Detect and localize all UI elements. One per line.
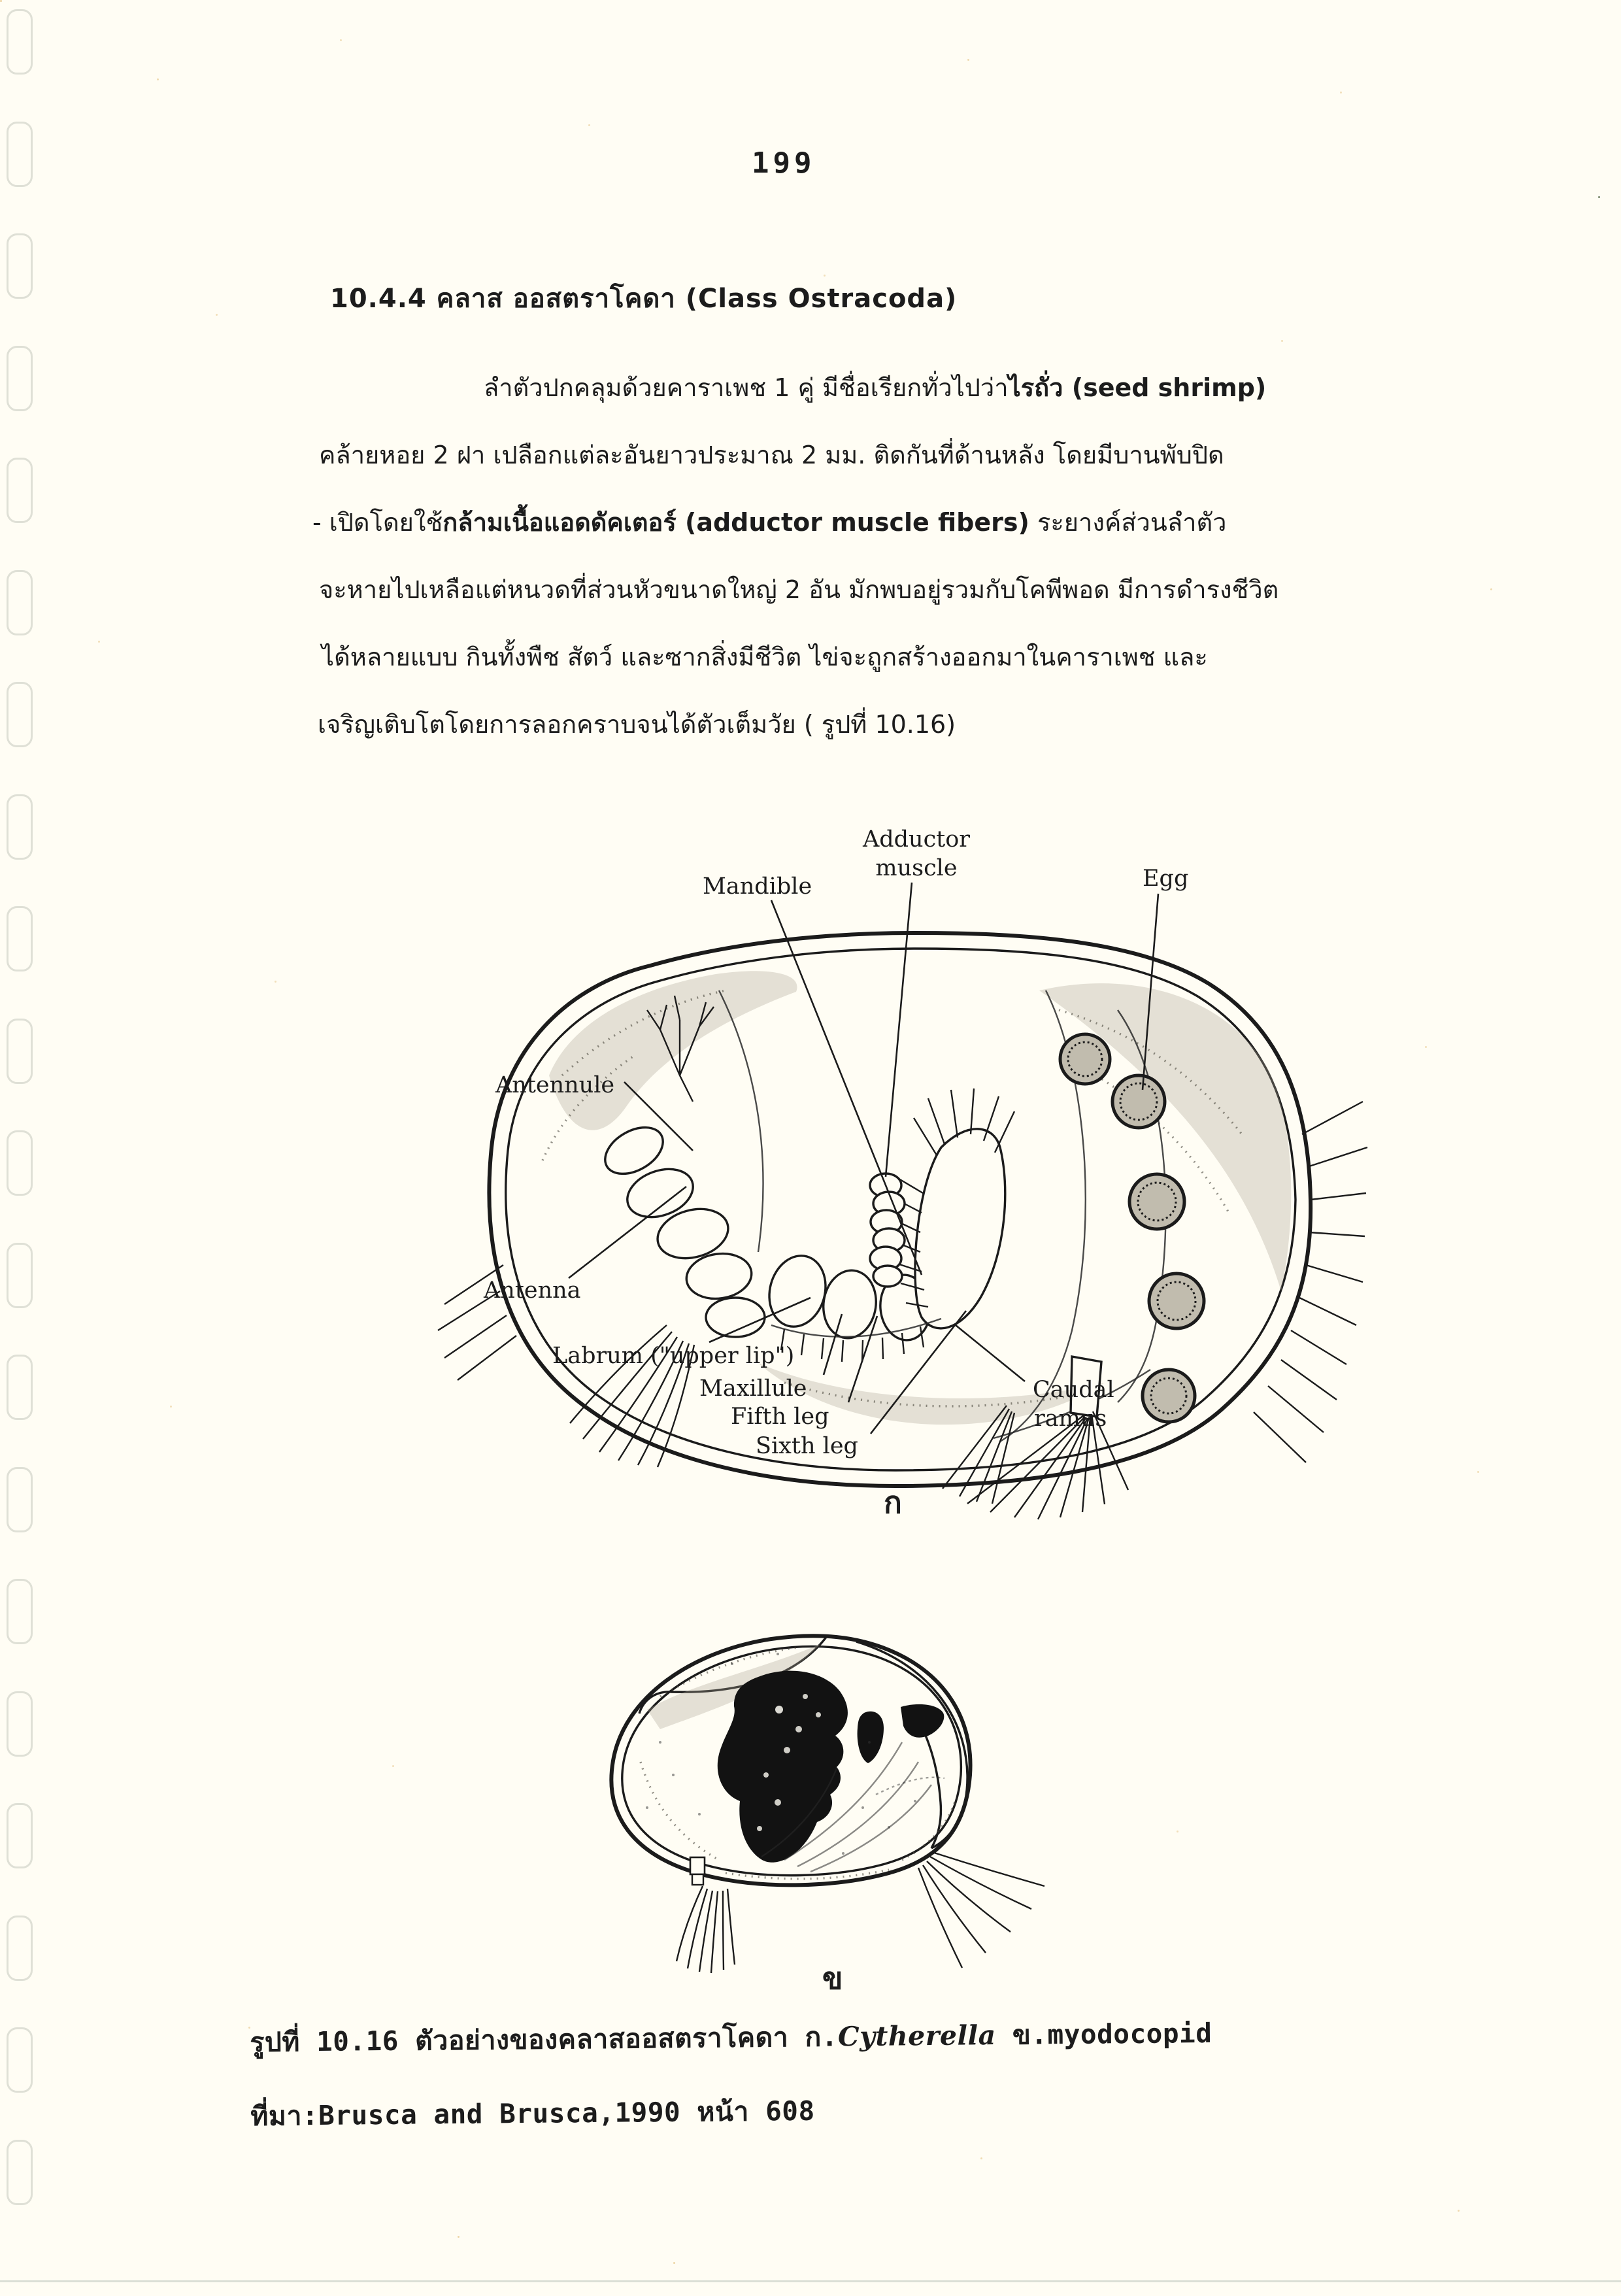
binding-hole [7, 794, 33, 860]
label-antennule: Antennule [495, 1072, 615, 1098]
figure-caption [250, 2011, 1362, 2138]
binding-hole [7, 1355, 33, 1420]
binding-hole [7, 1691, 33, 1757]
binding-hole [7, 2027, 33, 2093]
stipple [641, 1762, 719, 1860]
binding-hole [7, 458, 33, 523]
binding-hole [7, 682, 33, 747]
binding-hole [7, 906, 33, 971]
label-adductor-muscle: Adductor [862, 826, 971, 853]
body-line: ลำตัวปกคลุมด้วยคาราเพช 1 คู่ มีชื่อเรียกทั่วไปว่าไรถั่ว (seed shrimp) [484, 373, 1267, 402]
label-mandible: Mandible [703, 873, 812, 900]
binding-hole [7, 9, 33, 75]
body-line: ได้หลายแบบ กินทั้งพืช สัตว์ และซากสิ่งมีชีวิต ไข่จะถูกสร้างออกมาในคาราเพช และ [322, 643, 1208, 671]
body-line: - เปิดโดยใช้กล้ามเนื้อแอดดัคเตอร์ (adductor muscle fibers) ระยางค์ส่วนลำตัว [312, 508, 1227, 537]
antenna-limb [597, 1118, 765, 1337]
binding-hole [7, 1019, 33, 1084]
binding-hole [7, 1467, 33, 1532]
label-adductor-muscle: muscle [875, 855, 958, 881]
binding-hole [7, 1243, 33, 1308]
label-sixth-leg: Sixth leg [756, 1433, 858, 1459]
binding-hole [7, 1579, 33, 1644]
binding-hole [7, 2140, 33, 2205]
label-labrum: Labrum ("upper lip") [552, 1343, 795, 1369]
binding-hole [7, 346, 33, 411]
hinge [690, 1857, 705, 1885]
panel-label-ko: ก [884, 1485, 902, 1520]
posterior-setae [918, 1852, 1044, 1968]
body-line: เจริญเติบโตโดยการลอกคราบจนได้ตัวเต็มวัย ( รูปที่ 10.16) [318, 710, 956, 739]
label-caudal-ramus: ramus [1034, 1406, 1107, 1432]
label-egg: Egg [1143, 866, 1189, 892]
binding-hole [7, 1916, 33, 1981]
body-line: จะหายไปเหลือแต่หนวดที่ส่วนหัวขนาดใหญ่ 2 อัน มักพบอยู่รวมกับโคพีพอด มีการดำรงชีวิต [319, 575, 1279, 604]
body-line: คล้ายหอย 2 ฝา เปลือกแต่ละอันยาวประมาณ 2 มม. ติดกันที่ด้านหลัง โดยมีบานพับปิด [319, 441, 1224, 469]
panel-label-kho: ข [822, 1961, 843, 1996]
anterior-setae [677, 1886, 735, 1973]
binding-hole [7, 570, 33, 635]
binding-hole [7, 233, 33, 299]
paper-speckles [0, 0, 2, 2]
binding-hole [7, 122, 33, 187]
species-name-italic: Cytherella [837, 2019, 996, 2053]
body-paragraph [312, 354, 1424, 758]
figure-ostracod-anatomy [353, 794, 1373, 1527]
gut-lobe [901, 1704, 944, 1738]
label-fifth-leg: Fifth leg [731, 1404, 829, 1430]
gut-mass [718, 1671, 944, 1863]
figure-ostracod-myodocopid [562, 1579, 1085, 1984]
page-number: 199 [752, 146, 816, 180]
page-edge-shadow [0, 2280, 1621, 2282]
binding-hole [7, 1130, 33, 1196]
caption-line: รูปที่ 10.16 ตัวอย่างของคลาสออสตราโคดา ก.Cytherella ข.myodocopid [250, 2017, 1212, 2058]
label-maxillule: Maxillule [699, 1376, 807, 1402]
gut-lobe [858, 1712, 884, 1763]
label-antenna: Antenna [484, 1277, 581, 1304]
binding-hole [7, 1803, 33, 1868]
label-caudal-ramus: Caudal [1033, 1377, 1114, 1403]
section-heading: 10.4.4 คลาส ออสตราโคดา (Class Ostracoda) [330, 284, 958, 314]
internal-membrane [719, 990, 763, 1252]
interior-shading [549, 971, 797, 1130]
source-line: ที่มา:Brusca and Brusca,1990 หน้า 608 [250, 2095, 815, 2132]
